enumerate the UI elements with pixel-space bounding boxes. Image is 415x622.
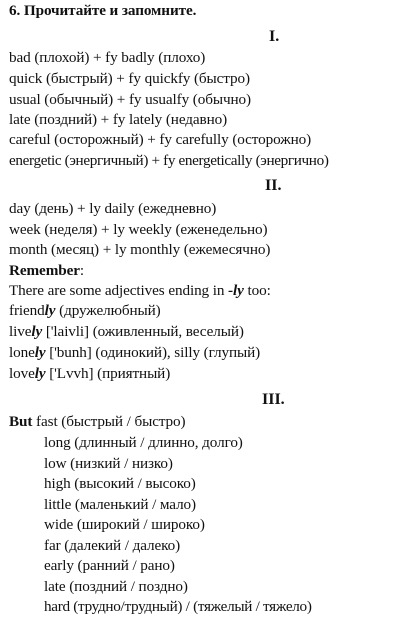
example-rest: ['laivli] (оживленный, веселый) [42,323,244,340]
remember-label: Remember [9,262,80,279]
word-item: early (ранний / рано) [44,557,175,574]
remember-line [9,261,84,281]
example-stem: love [9,365,35,382]
rule-line: careful (осторожный) + fy carefully (осторожно) [9,131,312,148]
example-stem: friend [9,302,45,319]
section-heading-III: III. [262,391,285,408]
word-item: high (высокий / высоко) [44,475,196,492]
example-line [9,322,244,342]
word-item: late (поздний / поздно) [44,578,188,595]
remember-text-pre: There are some adjectives ending in [9,282,229,299]
example-suffix: ly [34,344,46,361]
remember-suffix: -ly [228,282,244,299]
word-item: hard (трудно/трудный) / (тяжелый / тяжело) [44,598,312,615]
rule-line: week (неделя) + ly weekly (еженедельно) [9,221,268,238]
remember-text [9,281,271,301]
rule-line: late (поздний) + fy lately (недавно) [9,111,228,128]
rule-line: day (день) + ly daily (ежедневно) [9,200,217,217]
exercise-title: 6. Прочитайте и запомните. [9,2,197,19]
but-first-item: fast (быстрый / быстро) [32,413,186,430]
example-stem: lone [9,344,35,361]
example-rest: ['Lvvh] (приятный) [45,365,171,382]
but-line [9,412,186,432]
section-heading-II: II. [265,177,282,194]
example-rest: (дружелюбный) [55,302,161,319]
but-label: But [9,413,33,430]
section-heading-I: I. [269,28,280,45]
word-item: far (далекий / далеко) [44,537,181,554]
word-item: low (низкий / низко) [44,455,173,472]
remember-text-post: too: [243,282,271,299]
example-line [9,301,161,321]
rule-line: energetic (энергичный) + fy energetically (энергично) [9,152,329,169]
example-suffix: ly [44,302,56,319]
word-item: long (длинный / длинно, долго) [44,434,243,451]
example-rest: ['bunh] (одинокий), silly (глупый) [45,344,261,361]
rule-line: bad (плохой) + fy badly (плохо) [9,49,206,66]
remember-colon: : [79,262,85,279]
word-item: wide (широкий / широко) [44,516,205,533]
rule-line: usual (обычный) + fy usualfy (обычно) [9,91,252,108]
word-item: little (маленький / мало) [44,496,197,513]
example-suffix: ly [31,323,43,340]
rule-line: month (месяц) + ly monthly (ежемесячно) [9,241,271,258]
example-line [9,364,170,384]
rule-line: quick (быстрый) + fy quickfy (быстро) [9,70,250,87]
example-stem: live [9,323,32,340]
example-line [9,343,260,363]
example-suffix: ly [34,365,46,382]
